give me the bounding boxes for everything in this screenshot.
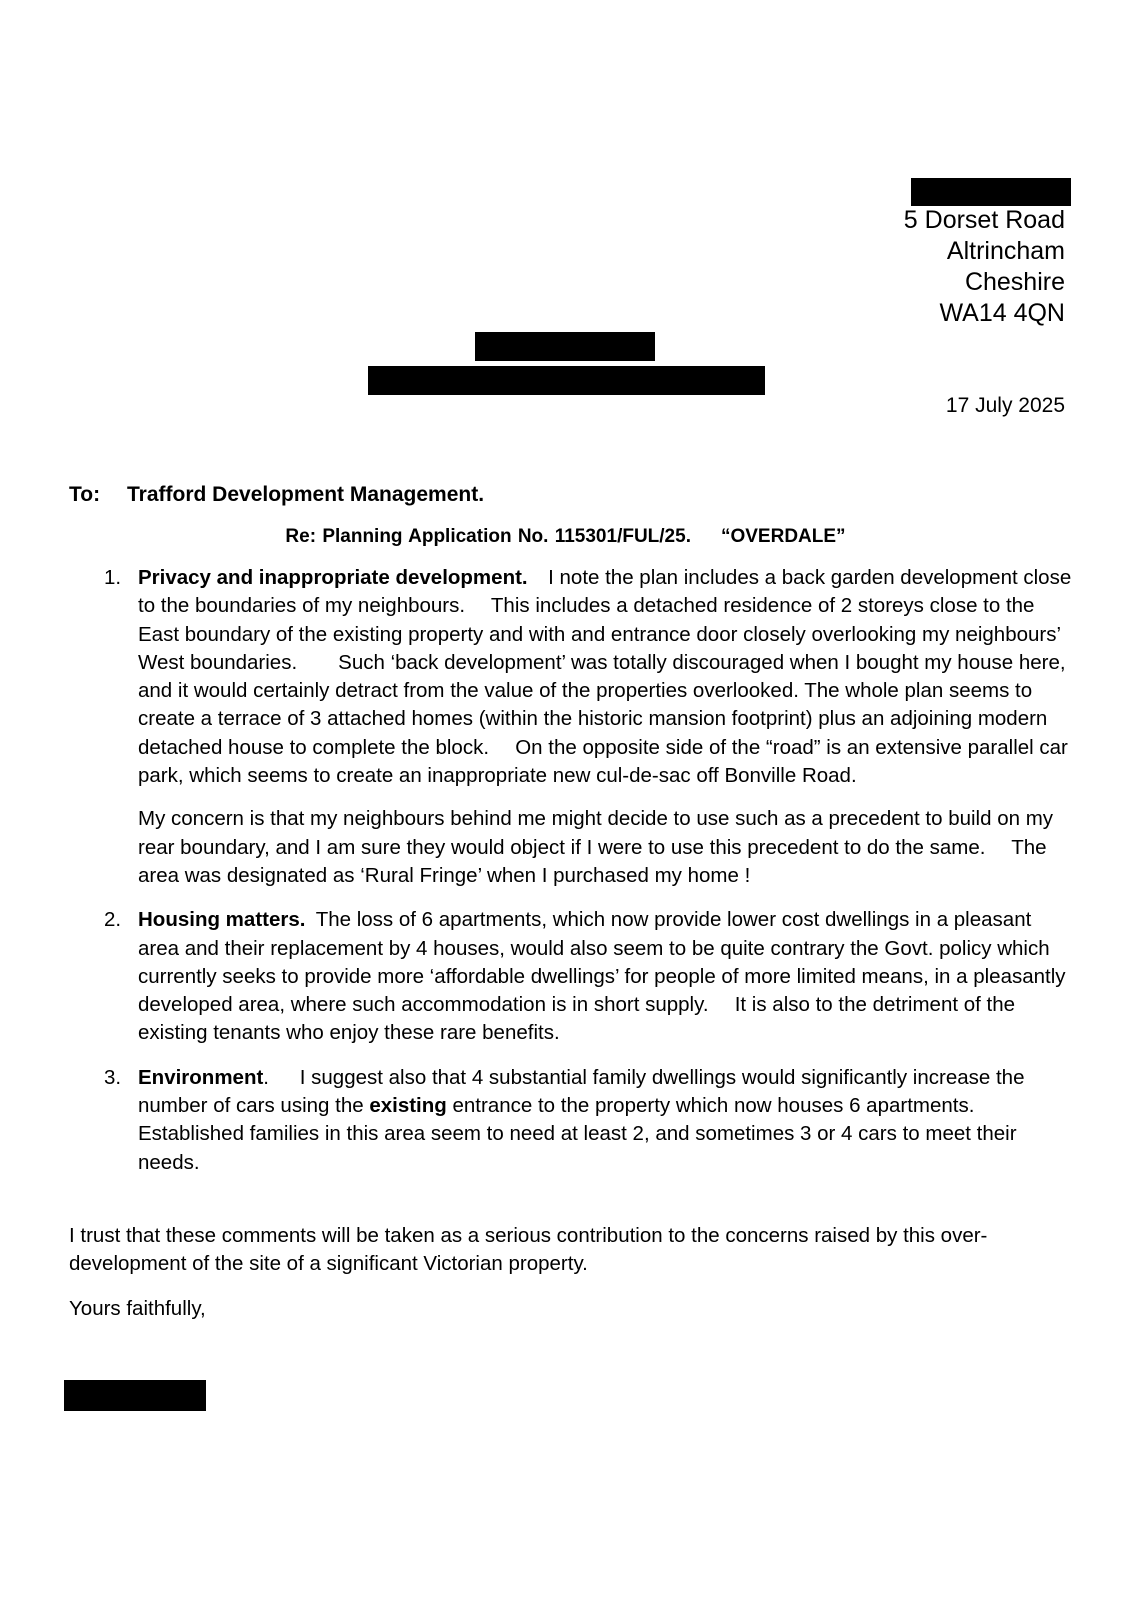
item-body: entrance to the property which now houses 6 apartments. Established families in this area seem to need at least 2, and sometimes 3 or 4 cars to meet their needs.: [138, 1094, 1017, 1174]
recipient-label: To:: [69, 483, 101, 506]
subject-line: [0, 526, 1131, 548]
recipient-name: Trafford Development Management.: [127, 483, 485, 506]
concerns-list: [98, 564, 1073, 1193]
redacted-sender-name: [911, 178, 1071, 206]
list-item: [98, 564, 1073, 890]
address-line: WA14 4QN: [939, 299, 1065, 327]
item-paragraph: [138, 1064, 1073, 1177]
subject-prefix: Re: Planning Application No. 115301/FUL/25.: [285, 526, 691, 547]
item-heading: Privacy and inappropriate development.: [138, 566, 528, 589]
subject-site: “OVERDALE”: [720, 526, 846, 547]
redacted-signature: [64, 1380, 206, 1411]
item-paragraph: [138, 906, 1073, 1047]
address-line: Altrincham: [946, 237, 1065, 265]
address-line: Cheshire: [964, 268, 1065, 296]
list-item: [98, 906, 1073, 1047]
item-heading: Environment: [138, 1065, 264, 1089]
letter-date: 17 July 2025: [945, 394, 1065, 417]
sender-address: [904, 205, 1065, 329]
sign-off: Yours faithfully,: [69, 1297, 206, 1320]
item-paragraph: [138, 564, 1073, 790]
item-body: I suggest also that 4 substantial family dwellings would significantly increase the number of cars using the: [138, 1065, 1025, 1118]
list-item: [98, 1064, 1073, 1177]
item-body: I note the plan includes a back garden development close to the boundaries of my neighbours. This includes a detached residence of 2 storeys close to the East boundary of the existing property and with and entrance door closely overlooking my neighbours’ West boundaries. Such ‘back development’ was totally discouraged when I bought my house here, and it would certainly detract from the value of the properties overlooked. The whole plan seems to create a terrace of 3 attached homes (within the historic mansion footprint) plus an adjoining modern detached house to complete the block. On the opposite side of the “road” is an extensive parallel car park, which seems to create an inappropriate new cul-de-sac off Bonville Road.: [138, 566, 1072, 788]
item-body-emphasis: existing: [369, 1094, 447, 1118]
recipient: [69, 483, 484, 507]
closing-paragraph: I trust that these comments will be taken as a serious contribution to the concerns raised by this over-development of the site of a significant Victorian property.: [69, 1224, 988, 1276]
item-heading: Housing matters.: [138, 908, 306, 932]
redacted-block: [368, 366, 765, 395]
address-line: 5 Dorset Road: [903, 206, 1065, 234]
item-number: 1.: [104, 566, 122, 589]
item-number: 2.: [104, 908, 122, 932]
item-body: The loss of 6 apartments, which now provide lower cost dwellings in a pleasant area and their replacement by 4 houses, would also seem to be quite contrary the Govt. policy which currently seeks to provide more ‘affordable dwellings’ for people of more limited means, in a pleasantly developed area, where such accommodation is in short supply. It is also to the detriment of the existing tenants who enjoy these rare benefits.: [138, 908, 1066, 1045]
redacted-block: [475, 332, 655, 361]
item-paragraph: My concern is that my neighbours behind me might decide to use such as a precedent to build on my rear boundary, and I am sure they would object if I were to use this precedent to do the same. The area was designated as ‘Rural Fringe’ when I purchased my home !: [138, 807, 1054, 887]
item-heading-punct: .: [263, 1065, 269, 1089]
item-number: 3.: [104, 1065, 122, 1089]
